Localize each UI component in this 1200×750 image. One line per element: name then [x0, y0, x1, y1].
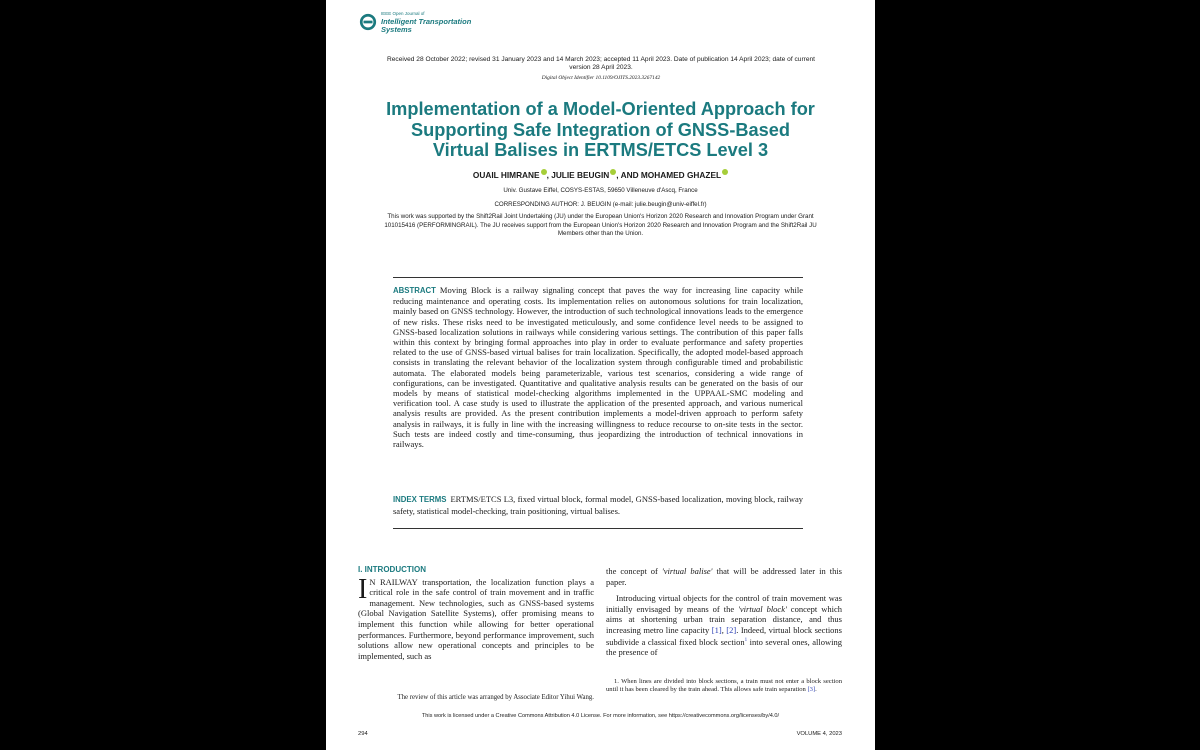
- doi: Digital Object Identifier 10.1109/OJITS.2023.3267142: [541, 75, 661, 81]
- index-terms-heading: INDEX TERMS: [393, 495, 447, 504]
- text-run: ,: [721, 624, 727, 635]
- corresponding-author: CORRESPONDING AUTHOR: J. BEUGIN (e-mail: julie.beugin@univ-eiffel.fr): [494, 201, 707, 208]
- citation-link[interactable]: [3]: [807, 686, 816, 693]
- paper-page: [326, 0, 875, 750]
- journal-line3: Systems: [381, 25, 412, 34]
- intro-paragraph-2: [606, 593, 842, 658]
- author-separator: ,: [546, 170, 552, 180]
- received-dates: Received 28 October 2022; revised 31 January 2023 and 14 March 2023; accepted 11 April 2023. Date of publication 14 April 2023; date of current version 28 April 2023.: [386, 56, 816, 71]
- journal-line2: Intelligent Transportation: [381, 17, 472, 26]
- bottom-divider: [393, 528, 803, 529]
- text-run: the concept of: [606, 566, 662, 576]
- author-separator: , AND: [616, 170, 641, 180]
- intro-right-column: [606, 566, 842, 658]
- citation-link[interactable]: [1]: [711, 624, 722, 635]
- orcid-icon[interactable]: [722, 169, 728, 175]
- footnote-marker[interactable]: 1: [744, 637, 748, 643]
- author-1: OUAIL HIMRANE: [472, 170, 540, 180]
- journal-logo-icon: [359, 13, 377, 31]
- intro-smallcaps: N RAILWAY: [369, 576, 418, 587]
- title-line-3: Virtual Balises in ERTMS/ETCS Level 3: [432, 140, 769, 160]
- index-terms-text: ERTMS/ETCS L3, fixed virtual block, formal model, GNSS-based localization, moving block, railway safety, statistical model-checking, train positioning, virtual balises.: [393, 494, 803, 516]
- author-2: JULIE BEUGIN: [551, 170, 610, 180]
- italic-term: 'virtual balise': [661, 566, 713, 576]
- footnote-1: [606, 678, 842, 694]
- top-divider: [393, 277, 803, 278]
- text-run: into several ones, allowing the presence of: [606, 636, 842, 658]
- license-notice: This work is licensed under a Creative Commons Attribution 4.0 License. For more information, see https://creativecommons.org/licenses/by/4.0/: [421, 713, 780, 719]
- intro-left-column: [358, 565, 594, 661]
- editor-footnote: The review of this article was arranged by Associate Editor Yihui Wang.: [397, 694, 594, 701]
- footnote-end: .: [815, 686, 817, 693]
- index-terms: [393, 494, 803, 516]
- journal-line1: IEEE Open Journal of: [381, 11, 425, 16]
- title-line-1: Implementation of a Model-Oriented Approach for: [386, 99, 815, 119]
- section-heading: I. INTRODUCTION: [358, 565, 426, 574]
- author-3: MOHAMED GHAZEL: [640, 170, 722, 180]
- volume-info: VOLUME 4, 2023: [796, 731, 842, 737]
- funding-statement: This work was supported by the Shift2Rail Joint Undertaking (JU) under the European Union's Horizon 2020 Research and Innovation Program under Grant 101015416 (PERFORMINGRAIL). The JU receives support from the European Union's Horizon 2020 Research and Innovation Program and the Shift2Rail JU Members other than the Union.: [384, 213, 817, 237]
- abstract: [393, 285, 803, 449]
- text-run: concept which aims at shortening urban train separation distance, and thus increasing metro line capacity: [606, 603, 843, 635]
- text-run: Introducing virtual objects for the control of train movement was initially envisaged by means of the: [606, 593, 842, 614]
- text-run: that will be addressed later in this paper.: [606, 566, 842, 587]
- page-number: 294: [358, 731, 368, 737]
- abstract-text: Moving Block is a railway signaling concept that paves the way for increasing line capacity while reducing maintenance and operating costs. Its implementation relies on autonomous solutions for train localization, mainly based on GNSS technology. However, the introduction of such technological innovations leads to the emergence of new risks. These risks need to be investigated meticulously, and some confidence level needs to be assigned to GNSS-based localization solutions in railways while considering various settings. The contribution of this paper falls within this context by bringing formal approaches into play in order to evaluate performance and safety properties related to the use of GNSS-based virtual balises for train localization. Specifically, the adopted model-based approach consists in translating the relevant behavior of the localization system through configurable timed and probabilistic automata. The elaborated models being parameterizable, various test scenarios, considering a wide range of configurations, can be investigated. Quantitative and qualitative analysis results can be generated on the basis of our models by means of statistical model-checking algorithms implemented in the UPPAAL-SMC modeling and verification tool. A case study is used to illustrate the application of the presented approach, and various numerical analysis results are provided. As the present contribution implements a model-driven approach to perform safety analysis in railways, it is fully in line with the increasing willingness to reduce recourse to on-site tests in the sector. Such tests are indeed costly and time-consuming, thus jeopardizing the introduction of technical innovations in railways.: [393, 285, 803, 450]
- drop-cap: I: [358, 573, 368, 605]
- abstract-heading: ABSTRACT: [393, 286, 436, 295]
- italic-term: 'virtual block': [738, 603, 787, 614]
- intro-paragraph-1: transportation, the localization function plays a critical role in the safe control of train movement and in traffic management. New technologies, such as GNSS-based systems (Global Navigation Satellite Systems), offer promising means to implement this function while allowing for better operational performances. Furthermore, beyond performance improvement, such solutions allow new operational concepts and principles to be implemented, such as: [358, 576, 594, 661]
- title-line-2: Supporting Safe Integration of GNSS-Based: [411, 119, 790, 140]
- affiliation: Univ. Gustave Eiffel, COSYS-ESTAS, 59650 Villeneuve d'Ascq, France: [503, 187, 698, 194]
- intro-continuation: [606, 566, 842, 587]
- author-list: [366, 169, 835, 180]
- paper-title: [356, 99, 845, 161]
- journal-logo: [359, 11, 471, 33]
- text-run: . Indeed, virtual block sections subdivide a classical fixed block section: [606, 624, 842, 647]
- citation-link[interactable]: [2]: [726, 624, 737, 635]
- footnote-text: 1. When lines are divided into block sections, a train must not enter a block section until it has been cleared by the train ahead. This allows safe train separation: [606, 678, 842, 693]
